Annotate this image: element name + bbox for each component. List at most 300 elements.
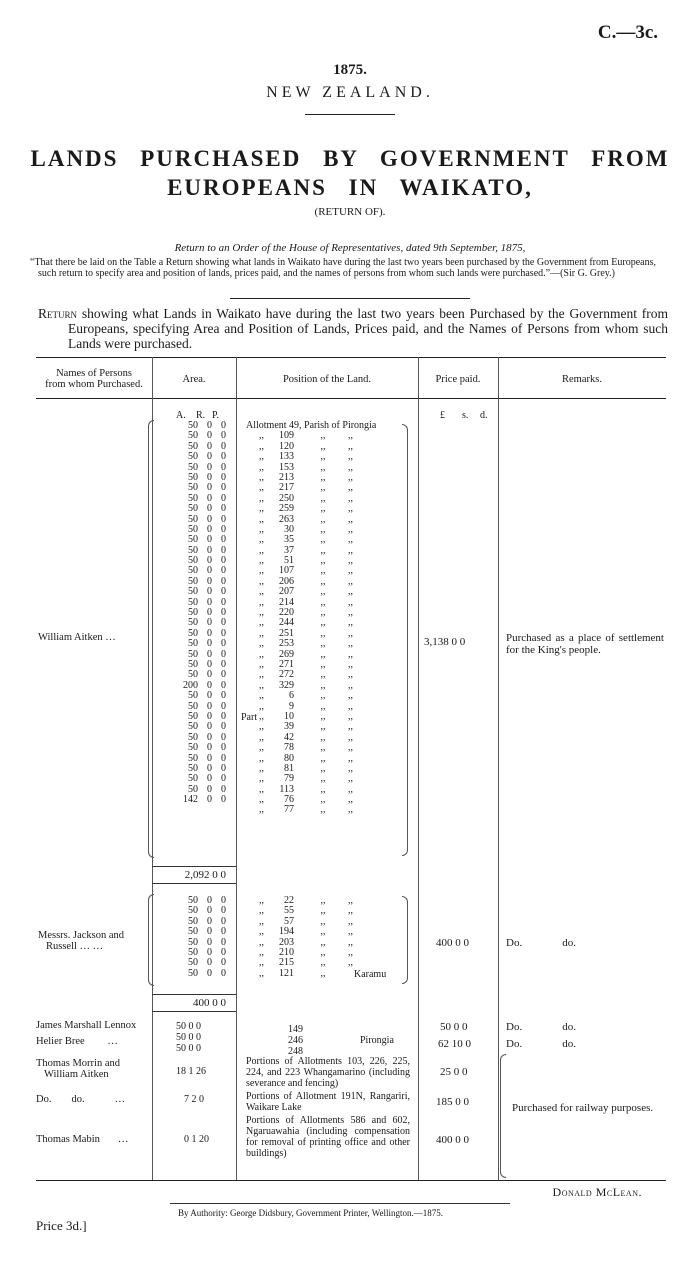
position-cell: ,, [320, 895, 326, 906]
area-cell: 0 [207, 742, 212, 754]
position-cell: ,, [348, 565, 353, 577]
position-cell: ,, [320, 471, 326, 483]
position-cell: 203 [279, 936, 294, 948]
area-cell: 0 [221, 555, 226, 567]
person-name [38, 632, 116, 643]
title-line-2: EUROPEANS IN WAIKATO, [167, 175, 533, 200]
area-total: 400 0 0 [152, 994, 236, 1012]
authority-line: By Authority: George Didsbury, Government Printer, Wellington.—1875. [178, 1208, 443, 1218]
position-value: 149 [288, 1024, 303, 1035]
area-total: 2,092 0 0 [152, 866, 236, 884]
position-cell: ,, [320, 721, 326, 733]
position-cell: ,, [259, 679, 264, 691]
position-cell: ,, [320, 523, 326, 535]
area-cell: 50 [188, 957, 198, 969]
position-cell: 210 [279, 946, 294, 958]
area-cell: 50 [188, 544, 198, 556]
area-cell: 0 [207, 607, 212, 619]
area-cell: 0 [207, 503, 212, 515]
area-cell: 50 [188, 731, 198, 743]
area-value: 18 1 26 [176, 1066, 206, 1077]
area-cell: 50 [188, 617, 198, 629]
area-cell: 0 [221, 731, 226, 743]
position-cell: ,, [348, 700, 353, 712]
position-cell: ,, [348, 679, 353, 691]
position-cell: ,, [259, 513, 264, 525]
area-cell: 0 [221, 440, 226, 452]
unit-pence: d. [480, 410, 488, 421]
leader-dots: … [105, 632, 116, 643]
area-cell: 0 [221, 430, 226, 442]
area-row [158, 805, 236, 815]
position-cell: ,, [320, 710, 326, 722]
header-names-line2: from whom Purchased. [45, 379, 143, 390]
area-cell [198, 805, 212, 815]
position-cell: ,, [259, 762, 264, 774]
area-value: 7 2 0 [184, 1094, 204, 1105]
area-cell: 50 [188, 700, 198, 712]
area-cell: 0 [221, 915, 226, 927]
position-cell: ,, [348, 461, 353, 473]
position-cell: ,, [348, 752, 353, 764]
position-cell: 253 [279, 638, 294, 650]
document-price: Price 3d.] [36, 1218, 87, 1233]
area-cell: 0 [207, 946, 212, 958]
position-cell: ,, [320, 783, 326, 795]
karamu-label: Karamu [354, 969, 387, 980]
position-cell: ,, [259, 440, 264, 452]
area-cell: 50 [188, 721, 198, 733]
position-cell: 250 [279, 492, 294, 504]
position-row [240, 504, 410, 514]
area-cell: 0 [207, 482, 212, 494]
header-price: Price paid. [435, 374, 481, 385]
table-bottom-rule [36, 1180, 666, 1181]
area-value: 50 0 0 [176, 1043, 201, 1054]
header-names-line1: Names of Persons [56, 368, 132, 379]
unit-roods: R. [196, 410, 206, 421]
position-cell: ,, [259, 627, 264, 639]
position-cell: 78 [284, 742, 294, 754]
position-cell: ,, [259, 926, 264, 938]
area-cell: 50 [188, 895, 198, 906]
position-cell: ,, [348, 710, 353, 722]
person-name-line2: Russell … … [46, 941, 104, 952]
remark: Do. do. [506, 1038, 576, 1050]
price-paid: 62 10 0 [438, 1038, 471, 1050]
person-name-text: William Aitken [38, 632, 103, 643]
position-cell: 271 [279, 658, 294, 670]
header-names [36, 368, 152, 390]
area-cell: 50 [188, 638, 198, 650]
table-top-rule [36, 357, 666, 358]
area-cell: 0 [207, 638, 212, 650]
position-row [240, 927, 410, 937]
column-divider [418, 357, 419, 1180]
position-value: 246 [288, 1035, 303, 1046]
area-cell: 0 [221, 471, 226, 483]
area-cell: 50 [188, 762, 198, 774]
position-cell: 80 [284, 752, 294, 764]
position-cell: 51 [284, 555, 294, 567]
position-cell: 55 [284, 905, 294, 917]
area-cell: 0 [221, 420, 226, 431]
area-cell: 142 [183, 794, 198, 806]
position-cell: ,, [259, 895, 264, 906]
position-cell: 10 [284, 710, 294, 722]
position-cell: ,, [259, 482, 264, 494]
position-cell: ,, [259, 783, 264, 795]
area-cell: 0 [221, 926, 226, 938]
position-cell: 194 [279, 926, 294, 938]
position-cell: ,, [320, 773, 326, 785]
position-row [240, 743, 410, 753]
unit-shillings: s. [462, 410, 469, 421]
area-cell: 0 [207, 596, 212, 608]
position-cell: ,, [320, 967, 326, 979]
aitken-position-list [240, 421, 410, 816]
position-cell: ,, [259, 804, 264, 816]
area-cell: 0 [221, 669, 226, 681]
position-cell: ,, [348, 669, 353, 681]
position-cell: ,, [259, 492, 264, 504]
position-cell: ,, [320, 451, 326, 463]
position-cell: ,, [320, 492, 326, 504]
position-cell: ,, [348, 596, 353, 608]
area-cell: 0 [207, 731, 212, 743]
area-cell: 50 [188, 492, 198, 504]
area-cell: 0 [207, 905, 212, 917]
position-cell: ,, [348, 523, 353, 535]
position-cell: ,, [348, 905, 353, 917]
position-cell: 121 [279, 967, 294, 979]
position-cell: 153 [279, 461, 294, 473]
position-cell: ,, [259, 430, 264, 442]
position-cell: ,, [259, 565, 264, 577]
position-cell: ,, [259, 915, 264, 927]
unit-perches: P. [212, 410, 219, 421]
area-row [158, 504, 236, 514]
area-cell: 0 [207, 794, 212, 806]
position-cell: 217 [279, 482, 294, 494]
area-cell: 0 [221, 544, 226, 556]
remark: Do. do. [506, 1021, 576, 1033]
person-name: Thomas Morrin and William Aitken [36, 1058, 120, 1080]
position-cell: ,, [259, 794, 264, 806]
position-cell: ,, [259, 648, 264, 660]
area-cell: 0 [207, 451, 212, 463]
area-cell: 0 [221, 957, 226, 969]
remark: Do. do. [506, 937, 576, 949]
position-cell: 207 [279, 586, 294, 598]
position-cell: ,, [259, 731, 264, 743]
position-cell: 259 [279, 503, 294, 515]
position-cell: ,, [259, 773, 264, 785]
area-cell: 0 [221, 534, 226, 546]
position-cell: 214 [279, 596, 294, 608]
order-quote: “That there be laid on the Table a Return showing what lands in Waikato have during the last two years been purchased by the Government from Europeans, such return to specify area and position of lands, prices paid, and the names of persons from whom such lands were purchased.”—(Sir G. Grey.) [30, 257, 656, 279]
area-cell: 0 [221, 575, 226, 587]
area-cell: 0 [207, 773, 212, 785]
area-cell: 50 [188, 513, 198, 525]
position-value: Pirongia [360, 1035, 394, 1046]
price-paid: 400 0 0 [436, 1134, 469, 1146]
position-cell: ,, [348, 648, 353, 660]
area-cell: 0 [221, 565, 226, 577]
position-cell: ,, [348, 451, 353, 463]
position-cell: ,, [348, 555, 353, 567]
position-cell: ,, [348, 658, 353, 670]
position-cell: 9 [289, 700, 294, 712]
position-cell: ,, [320, 794, 326, 806]
position-cell: 272 [279, 669, 294, 681]
position-cell: ,, [348, 638, 353, 650]
area-cell: 50 [188, 710, 198, 722]
position-cell: 133 [279, 451, 294, 463]
position-cell: ,, [320, 586, 326, 598]
position-cell: 251 [279, 627, 294, 639]
position-cell: ,, [320, 544, 326, 556]
position-cell: ,, [348, 471, 353, 483]
price-paid: 400 0 0 [436, 937, 469, 949]
position-cell: ,, [320, 752, 326, 764]
position-cell: ,, [259, 586, 264, 598]
position-cell: 37 [284, 544, 294, 556]
area-cell: 0 [221, 742, 226, 754]
area-cell: 50 [188, 503, 198, 515]
position-cell: ,, [320, 513, 326, 525]
signature: Donald McLean. [552, 1185, 642, 1199]
area-cell: 0 [207, 461, 212, 473]
area-cell: 0 [207, 915, 212, 927]
position-cell: ,, [348, 773, 353, 785]
position-cell: ,, [348, 617, 353, 629]
area-cell: 0 [221, 773, 226, 785]
area-cell: 0 [221, 721, 226, 733]
position-cell: ,, [259, 658, 264, 670]
position-cell: ,, [320, 575, 326, 587]
area-row [158, 969, 236, 979]
area-row [158, 452, 236, 462]
area-cell: 50 [188, 440, 198, 452]
area-cell: 50 [188, 936, 198, 948]
divider [230, 298, 470, 299]
position-row [240, 805, 410, 815]
header-area: Area. [182, 374, 206, 385]
area-cell: 50 [188, 596, 198, 608]
position-row [240, 452, 410, 462]
position-cell: ,, [259, 523, 264, 535]
unit-acres: A. [176, 410, 186, 421]
area-cell: 0 [207, 523, 212, 535]
area-cell: 50 [188, 627, 198, 639]
area-row [158, 927, 236, 937]
position-cell: ,, [259, 946, 264, 958]
area-cell: 0 [207, 648, 212, 660]
area-cell: 0 [221, 607, 226, 619]
area-cell: 50 [188, 690, 198, 702]
position-cell: 269 [279, 648, 294, 660]
position-cell: ,, [259, 461, 264, 473]
area-cell: 0 [207, 762, 212, 774]
document-reference: C.—3c. [597, 22, 658, 43]
position-cell: ,, [259, 690, 264, 702]
position-cell: 77 [284, 804, 294, 816]
position-cell: ,, [320, 638, 326, 650]
header-remarks: Remarks. [562, 374, 602, 385]
area-cell: 50 [188, 555, 198, 567]
position-cell: ,, [320, 440, 326, 452]
area-cell: 0 [221, 895, 226, 906]
area-value: 50 0 0 [176, 1032, 201, 1043]
position-cell: ,, [320, 503, 326, 515]
area-cell: 50 [188, 946, 198, 958]
position-cell: ,, [348, 742, 353, 754]
position-cell: ,, [259, 575, 264, 587]
area-cell: 50 [188, 669, 198, 681]
position-cell: ,, [348, 926, 353, 938]
remark: Purchased for railway purposes. [512, 1102, 654, 1114]
position-cell: ,, [320, 700, 326, 712]
area-cell: 0 [207, 627, 212, 639]
area-cell: 0 [207, 967, 212, 979]
area-cell: 50 [188, 607, 198, 619]
area-cell: 50 [188, 783, 198, 795]
position-cell: ,, [320, 430, 326, 442]
group-bracket [148, 894, 154, 986]
position-cell: ,, [259, 503, 264, 515]
group-bracket [500, 1054, 506, 1178]
jackson-area-list [158, 896, 236, 979]
position-cell: 76 [284, 794, 294, 806]
area-cell: 0 [221, 794, 226, 806]
position-cell: ,, [348, 915, 353, 927]
person-name: Thomas Mabin … [36, 1134, 129, 1145]
position-cell: ,, [320, 926, 326, 938]
position-cell: ,, [348, 721, 353, 733]
area-cell: 50 [188, 534, 198, 546]
position-cell: ,, [348, 430, 353, 442]
position-cell: 244 [279, 617, 294, 629]
position-cell: ,, [348, 690, 353, 702]
position-cell: ,, [320, 658, 326, 670]
position-cell: ,, [348, 936, 353, 948]
position-cell: 220 [279, 607, 294, 619]
position-value: Portions of Allotments 586 and 602, Ngaruawahia (including compensation for removal of printing office and other buildings) [246, 1115, 410, 1159]
area-cell: 0 [207, 895, 212, 906]
column-divider [236, 357, 237, 1180]
position-cell: ,, [320, 762, 326, 774]
position-cell: 30 [284, 523, 294, 535]
person-name: Helier Bree … [36, 1036, 118, 1047]
position-cell: Allotment 49, Parish of Pirongia [246, 420, 377, 431]
area-cell: 0 [207, 721, 212, 733]
position-cell: ,, [320, 565, 326, 577]
area-cell: 50 [188, 420, 198, 431]
position-cell: ,, [348, 627, 353, 639]
position-cell: ,, [320, 607, 326, 619]
position-cell: 81 [284, 762, 294, 774]
position-cell: 107 [279, 565, 294, 577]
position-cell: ,, [348, 575, 353, 587]
position-cell: ,, [259, 617, 264, 629]
position-cell: ,, [348, 503, 353, 515]
part-label: Part [241, 712, 258, 723]
area-cell: 0 [207, 617, 212, 629]
position-cell: 215 [279, 957, 294, 969]
area-cell: 0 [207, 957, 212, 969]
position-cell: ,, [348, 957, 353, 969]
position-cell: 329 [279, 679, 294, 691]
position-cell: ,, [320, 596, 326, 608]
divider [305, 114, 395, 115]
area-cell: 50 [188, 451, 198, 463]
position-cell: ,, [320, 617, 326, 629]
area-cell: 50 [188, 752, 198, 764]
position-cell: ,, [320, 915, 326, 927]
area-cell: 50 [188, 471, 198, 483]
position-cell: ,, [259, 534, 264, 546]
area-cell: 50 [188, 742, 198, 754]
area-cell: 0 [207, 710, 212, 722]
area-cell: 50 [188, 926, 198, 938]
area-cell: 0 [207, 936, 212, 948]
position-cell: ,, [320, 804, 326, 816]
area-cell: 0 [207, 700, 212, 712]
position-value: Portions of Allotments 103, 226, 225, 224, and 223 Whangamarino (including severance and fencing) [246, 1056, 410, 1089]
divider [170, 1203, 510, 1204]
position-cell: ,, [348, 440, 353, 452]
subtitle: (RETURN OF). [314, 206, 386, 218]
remark: Purchased as a place of settlement for the King's people. [506, 632, 664, 656]
price-paid: 185 0 0 [436, 1096, 469, 1108]
area-cell: 50 [188, 586, 198, 598]
position-cell: ,, [259, 967, 264, 979]
area-cell: 0 [207, 513, 212, 525]
unit-pounds: £ [440, 410, 445, 421]
position-cell: ,, [348, 794, 353, 806]
position-cell: ,, [320, 946, 326, 958]
person-name-line1: Messrs. Jackson and [38, 930, 125, 941]
position-cell: 109 [279, 430, 294, 442]
position-cell: ,, [259, 669, 264, 681]
position-cell: ,, [320, 936, 326, 948]
area-cell: 50 [188, 523, 198, 535]
position-cell: ,, [348, 534, 353, 546]
area-cell: 0 [221, 690, 226, 702]
group-bracket [402, 424, 408, 856]
area-cell: 50 [188, 967, 198, 979]
area-cell: 0 [221, 700, 226, 712]
area-cell: 50 [188, 658, 198, 670]
person-name: James Marshall Lennox [36, 1020, 137, 1031]
area-cell: 50 [188, 461, 198, 473]
position-cell: ,, [348, 513, 353, 525]
area-cell: 0 [221, 710, 226, 722]
position-cell: ,, [259, 596, 264, 608]
position-cell: ,, [259, 471, 264, 483]
position-cell: ,, [259, 700, 264, 712]
area-cell: 50 [188, 915, 198, 927]
area-cell: 50 [188, 773, 198, 785]
position-cell: ,, [259, 936, 264, 948]
area-cell: 0 [207, 669, 212, 681]
position-value: 248 [288, 1046, 303, 1057]
document-country: NEW ZEALAND. [266, 84, 434, 101]
area-cell: 0 [207, 440, 212, 452]
position-cell: ,, [320, 461, 326, 473]
area-cell: 0 [221, 762, 226, 774]
